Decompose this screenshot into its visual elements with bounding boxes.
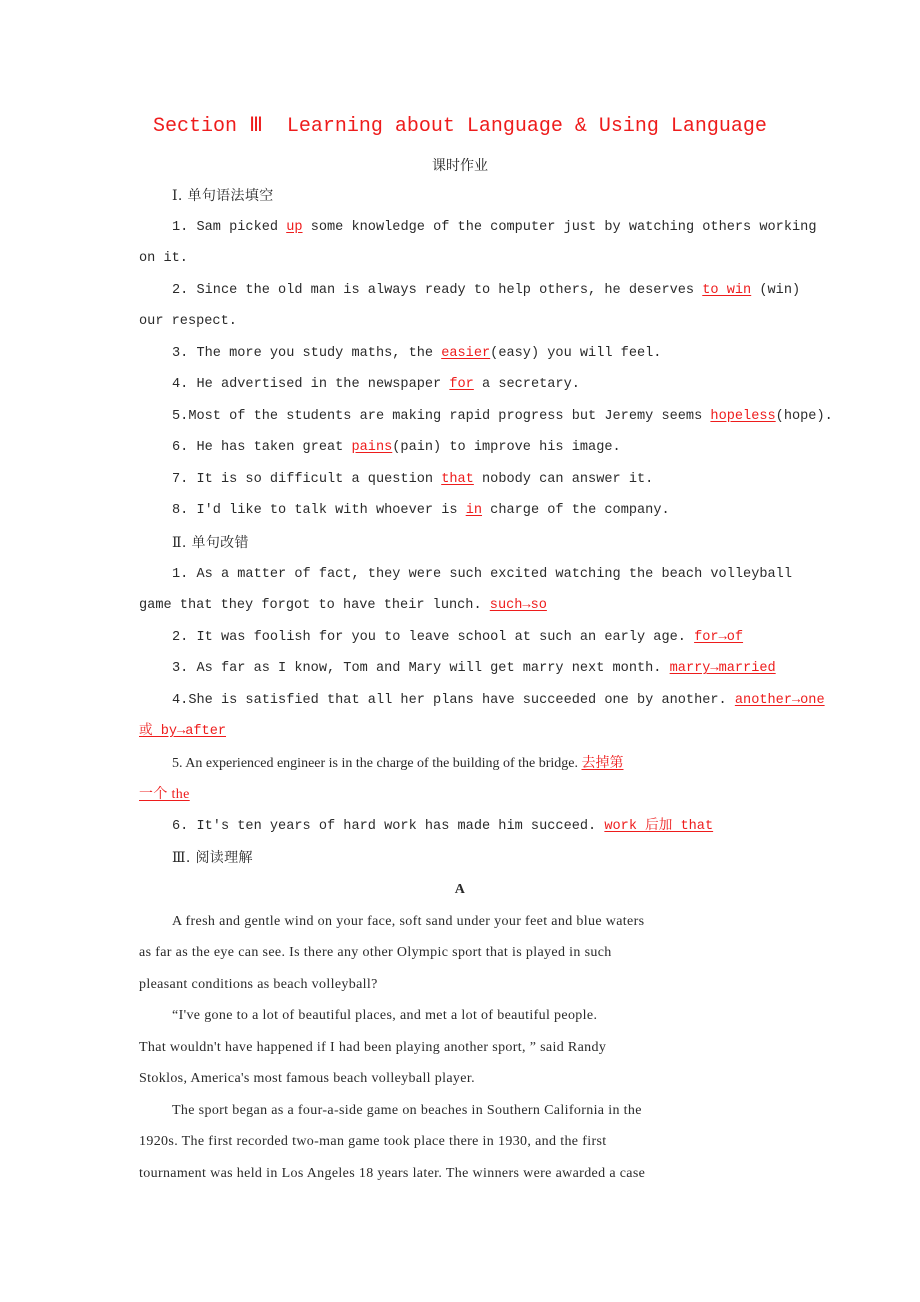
- exercise-line-cont: [139, 723, 226, 741]
- exercise-line: [172, 282, 800, 300]
- answer-text: easier: [441, 346, 491, 361]
- answer-text: pains: [351, 440, 393, 455]
- exercise-line: [172, 755, 624, 773]
- question-text: 2. It was foolish for you to leave school at such an early age.: [172, 630, 695, 645]
- question-text: charge of the company.: [482, 503, 670, 518]
- question-text: (pain) to improve his image.: [392, 440, 621, 455]
- passage-line: That wouldn't have happened if I had been playing another sport, ” said Randy: [139, 1040, 607, 1055]
- question-text: 3. As far as I know, Tom and Mary will get marry next month.: [172, 661, 670, 676]
- exercise-line: [172, 376, 580, 394]
- question-text: 4.She is satisfied that all her plans have succeeded one by another.: [172, 693, 735, 708]
- answer-text: 去掉第: [581, 756, 624, 771]
- exercise-line-cont: [139, 786, 190, 804]
- answer-text: such→so: [489, 598, 547, 613]
- answer-text: that: [441, 472, 474, 487]
- question-text: 4. He advertised in the newspaper: [172, 377, 450, 392]
- answer-text: in: [465, 503, 483, 518]
- question-text: (easy) you will feel.: [490, 346, 662, 361]
- question-text: some knowledge of the computer just by watching others working: [302, 220, 817, 235]
- exercise-line: 1. As a matter of fact, they were such excited watching the beach volleyball: [172, 567, 792, 582]
- exercise-line: [172, 629, 743, 647]
- exercise-line: [172, 818, 713, 836]
- answer-text: marry→married: [669, 661, 776, 676]
- answer-text: 一个 the: [139, 787, 190, 802]
- page-title: Section Ⅲ Learning about Language & Using Language: [153, 115, 767, 138]
- answer-text: 或 by→after: [139, 724, 227, 739]
- passage-line: tournament was held in Los Angeles 18 years later. The winners were awarded a case: [139, 1166, 646, 1181]
- passage-line: pleasant conditions as beach volleyball?: [139, 977, 378, 992]
- question-text: game that they forgot to have their lunch.: [139, 598, 490, 613]
- answer-text: another→one: [734, 693, 825, 708]
- question-text: 5. An experienced engineer is in the charge of the building of the bridge.: [172, 756, 582, 771]
- exercise-line: [172, 502, 670, 520]
- exercise-line: [172, 660, 776, 678]
- question-text: 7. It is so difficult a question: [172, 472, 442, 487]
- section-heading: Ⅱ. 单句改错: [172, 535, 249, 551]
- answer-text: up: [286, 220, 303, 235]
- section-heading: Ⅰ. 单句语法填空: [172, 188, 274, 204]
- question-text: 5.Most of the students are making rapid progress but Jeremy seems: [172, 409, 711, 424]
- passage-line: “I've gone to a lot of beautiful places, and met a lot of beautiful people.: [172, 1008, 598, 1023]
- section-heading: Ⅲ. 阅读理解: [172, 850, 253, 866]
- exercise-line-cont: our respect.: [139, 314, 237, 329]
- page-subtitle: 课时作业: [432, 158, 488, 174]
- answer-text: for→of: [694, 630, 744, 645]
- question-text: nobody can answer it.: [473, 472, 654, 487]
- exercise-line: [172, 692, 825, 710]
- passage-line: A fresh and gentle wind on your face, soft sand under your feet and blue waters: [172, 914, 645, 929]
- exercise-line: [172, 408, 833, 426]
- answer-text: for: [449, 377, 474, 392]
- question-text: 6. He has taken great: [172, 440, 352, 455]
- answer-text: hopeless: [710, 409, 776, 424]
- passage-line: 1920s. The first recorded two-man game took place there in 1930, and the first: [139, 1134, 607, 1149]
- exercise-line: [172, 345, 661, 363]
- passage-line: as far as the eye can see. Is there any other Olympic sport that is played in such: [139, 945, 612, 960]
- passage-line: The sport began as a four-a-side game on beaches in Southern California in the: [172, 1103, 642, 1118]
- question-text: (win): [751, 283, 801, 298]
- question-text: 2. Since the old man is always ready to help others, he deserves: [172, 283, 703, 298]
- exercise-line: [172, 471, 653, 489]
- exercise-line: [172, 439, 621, 457]
- answer-text: to win: [702, 283, 752, 298]
- question-text: a secretary.: [473, 377, 580, 392]
- exercise-line-cont: [139, 597, 547, 615]
- question-text: 3. The more you study maths, the: [172, 346, 442, 361]
- passage-label: A: [454, 882, 466, 897]
- answer-text: work 后加 that: [604, 819, 714, 834]
- question-text: (hope).: [775, 409, 833, 424]
- passage-line: Stoklos, America's most famous beach volleyball player.: [139, 1071, 475, 1086]
- question-text: 8. I'd like to talk with whoever is: [172, 503, 466, 518]
- question-text: 6. It's ten years of hard work has made him succeed.: [172, 819, 605, 834]
- exercise-line-cont: on it.: [139, 251, 188, 266]
- exercise-line: [172, 219, 816, 237]
- question-text: 1. Sam picked: [172, 220, 287, 235]
